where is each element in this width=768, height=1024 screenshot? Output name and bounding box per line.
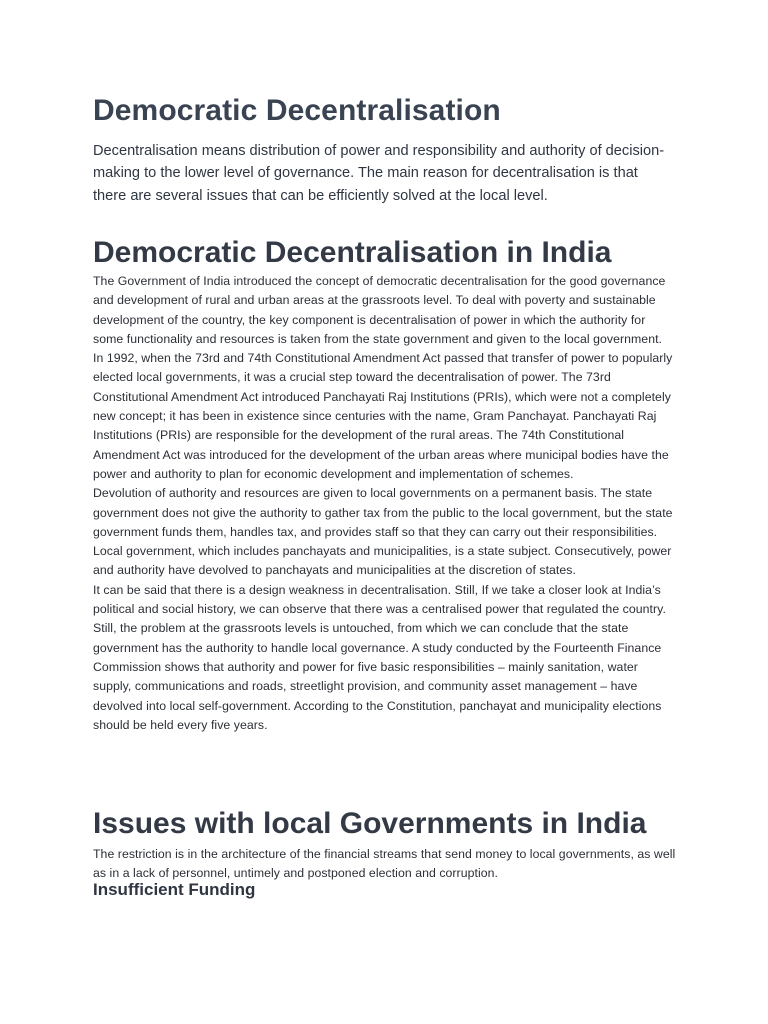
- subheading-insufficient-funding: Insufficient Funding: [93, 880, 256, 899]
- section-body-issues: [93, 845, 676, 884]
- paragraph: In 1992, when the 73rd and 74th Constitutional Amendment Act passed that transfer of power to popularly elected local governments, it was a crucial step toward the decentralisation of power. The 73rd Constitutional Amendment Act introduced Panchayati Raj Institutions (PRIs), which were not a completely new concept; it has been in existence since centuries with the name, Gram Panchayat. Panchayati Raj Institutions (PRIs) are responsible for the development of the rural areas. The 74th Constitutional Amendment Act was introduced for the development of the urban areas where municipal bodies have the power and authority to plan for economic development and implementation of schemes.: [93, 351, 673, 481]
- section-body-india: [93, 272, 676, 735]
- section-heading-issues: Issues with local Governments in India: [93, 807, 647, 840]
- page-title: Democratic Decentralisation: [93, 94, 501, 127]
- paragraph: The restriction is in the architecture of the financial streams that send money to local governments, as well as in a lack of personnel, untimely and postponed election and corruption.: [93, 847, 676, 881]
- paragraph: It can be said that there is a design weakness in decentralisation. Still, If we take a closer look at India’s political and social history, we can observe that there was a centralised power that regulated the country. Still, the problem at the grassroots levels is untouched, from which we can conclude that the state government has the authority to handle local governance. A study conducted by the Fourteenth Finance Commission shows that authority and power for five basic responsibilities – mainly sanitation, water supply, communications and roads, streetlight provision, and community asset management – have devolved into local self-government. According to the Constitution, panchayat and municipality elections should be held every five years.: [93, 582, 666, 732]
- paragraph: Devolution of authority and resources are given to local governments on a permanent basis. The state government does not give the authority to gather tax from the public to the local government, but the state government funds them, handles tax, and provides staff so that they can carry out their responsibilities. Local government, which includes panchayats and municipalities, is a state subject. Consecutively, power and authority have devolved to panchayats and municipalities at the discretion of states.: [93, 486, 673, 578]
- section-heading-india: Democratic Decentralisation in India: [93, 236, 612, 269]
- paragraph: The Government of India introduced the concept of democratic decentralisation for the good governance and development of rural and urban areas at the grassroots level. To deal with poverty and sustainable development of the country, the key component is decentralisation of power in which the authority for some functionality and resources is taken from the state government and given to the local government.: [93, 274, 666, 346]
- intro-paragraph: Decentralisation means distribution of power and responsibility and authority of decision-making to the lower level of governance. The main reason for decentralisation is that there are several issues that can be efficiently solved at the local level.: [93, 143, 665, 204]
